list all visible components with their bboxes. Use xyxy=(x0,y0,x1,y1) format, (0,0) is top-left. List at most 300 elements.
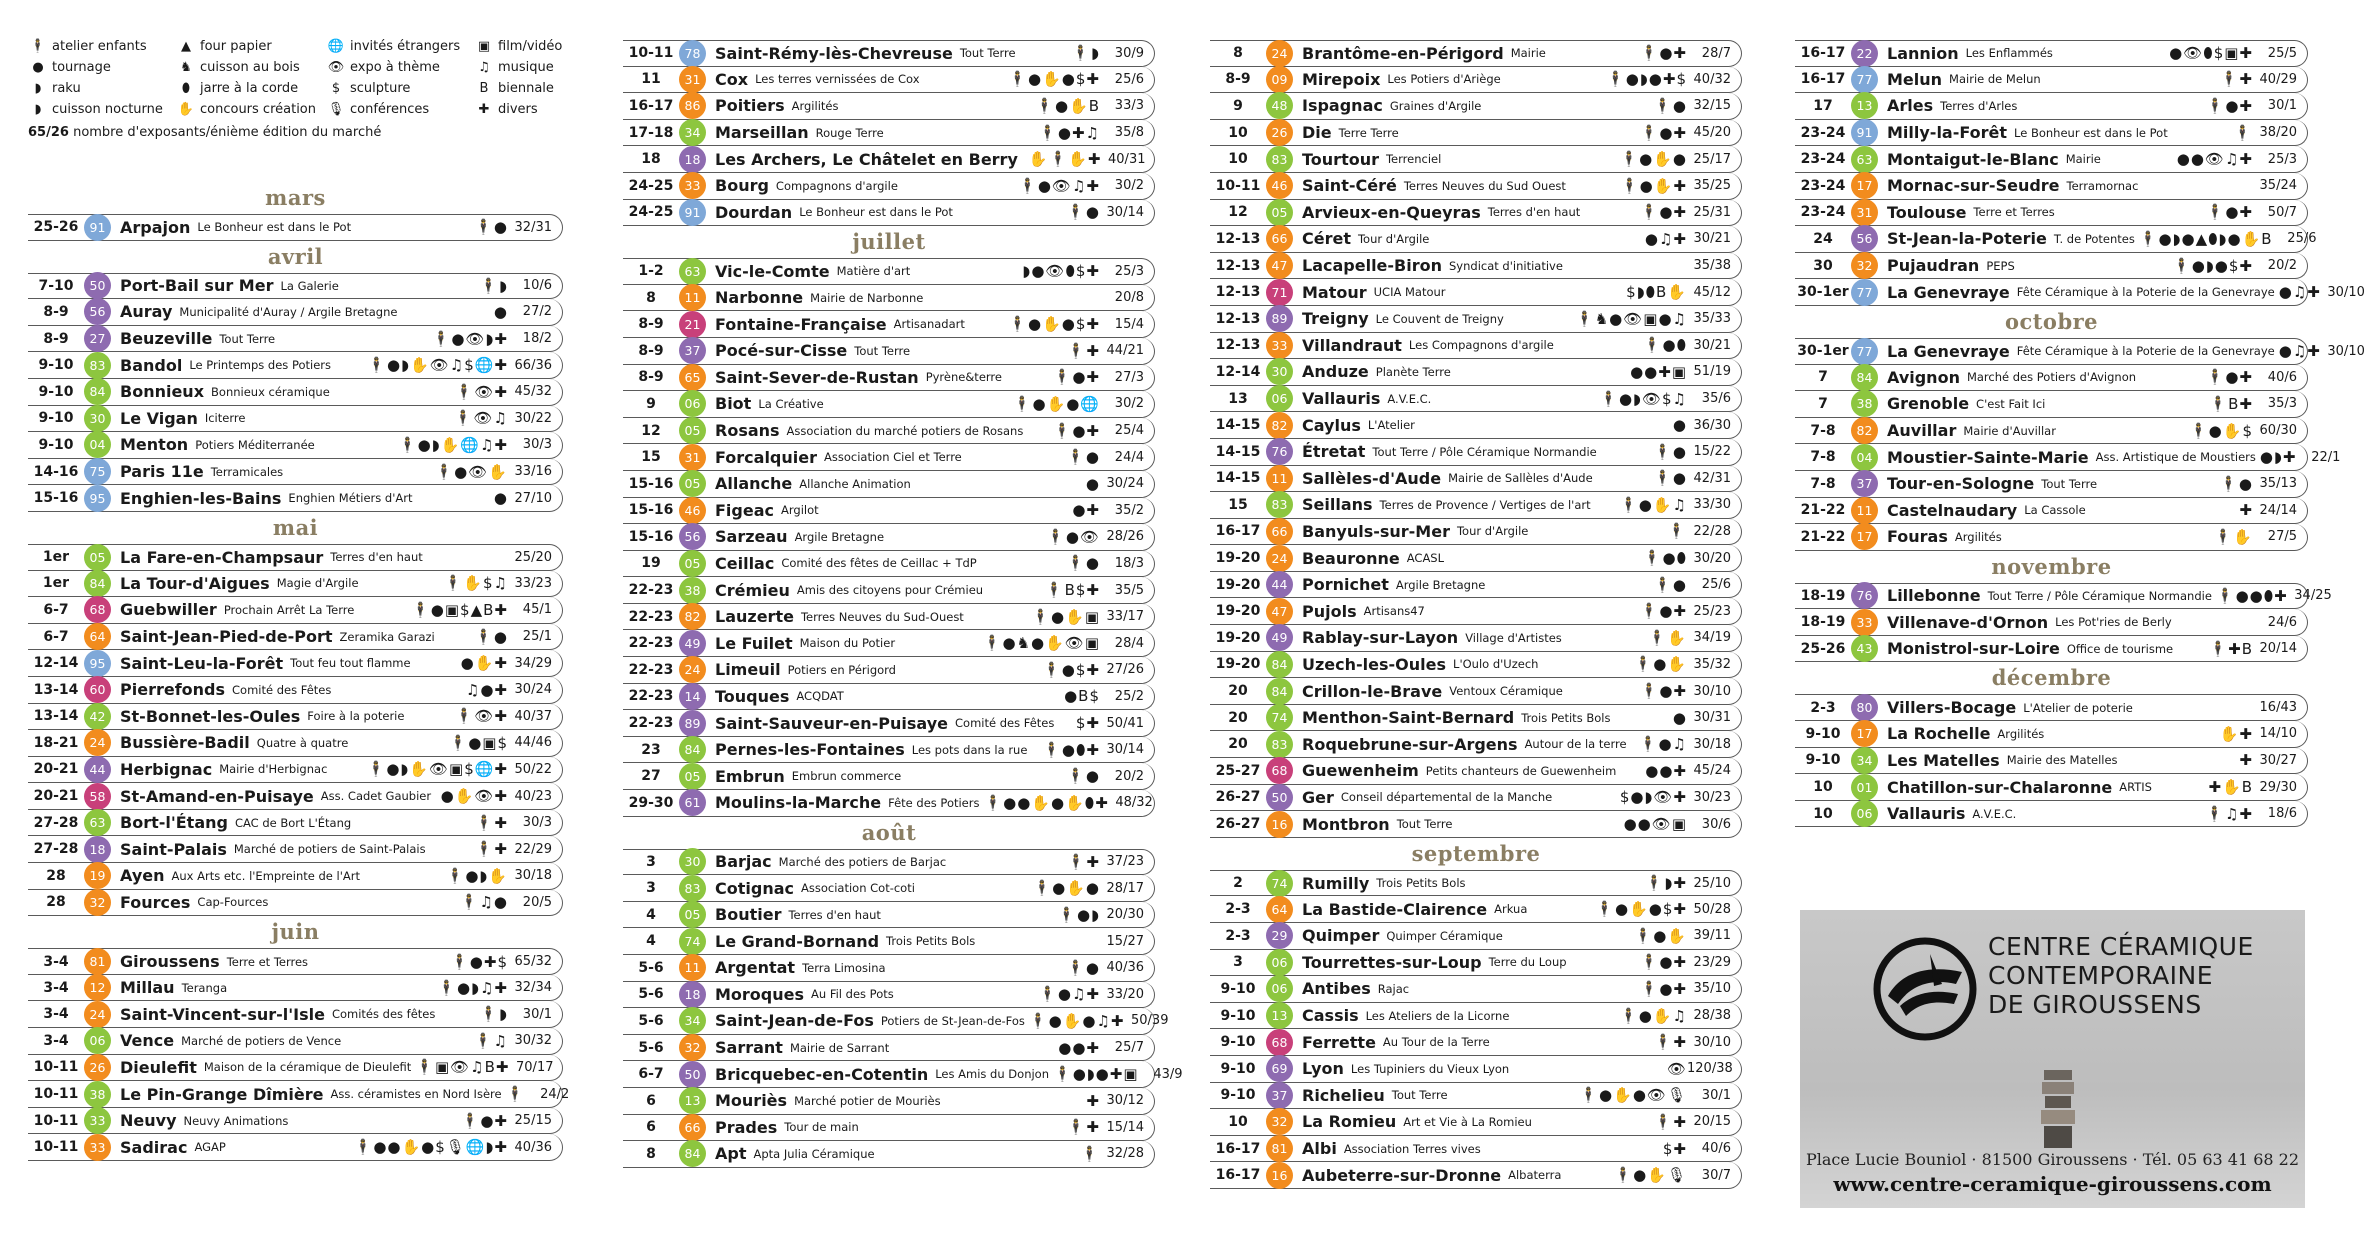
market-row[interactable] xyxy=(1210,652,1742,679)
department-badge: 33 xyxy=(1266,332,1293,359)
market-row[interactable] xyxy=(1210,226,1742,253)
exhibitors-edition: 50/7 xyxy=(2267,204,2297,220)
market-row[interactable] xyxy=(1795,120,2308,147)
market-date: 18 xyxy=(641,151,661,168)
market-row[interactable] xyxy=(28,1055,563,1082)
department-badge: 06 xyxy=(1851,800,1878,827)
activity-icons: 🕴◗ xyxy=(479,1005,508,1024)
department-badge: 32 xyxy=(1851,252,1878,279)
market-row[interactable] xyxy=(1795,583,2332,610)
market-city: Beauronne xyxy=(1302,548,1400,568)
legend-item xyxy=(176,36,326,57)
market-row[interactable] xyxy=(623,67,1155,94)
activity-icons: 🕴✚ xyxy=(2219,70,2253,89)
department-badge: 33 xyxy=(679,172,706,199)
market-row[interactable] xyxy=(28,299,563,326)
market-row[interactable] xyxy=(1210,1109,1742,1136)
market-organizer: Apta Julia Céramique xyxy=(753,1146,875,1161)
activity-icons: 🕴●✋ xyxy=(1633,655,1687,674)
market-organizer: Le Bonheur est dans le Pot xyxy=(197,220,352,235)
exhibitors-edition: 20/8 xyxy=(1114,290,1144,306)
market-city: Arles xyxy=(1887,96,1934,116)
exhibitors-edition: 14/10 xyxy=(2259,726,2297,742)
market-row[interactable] xyxy=(623,93,1155,120)
market-row[interactable] xyxy=(1210,976,1742,1003)
market-organizer: Comité des Fêtes xyxy=(232,682,332,697)
market-row[interactable] xyxy=(28,571,563,598)
market-row[interactable] xyxy=(1795,40,2308,67)
legend-label: atelier enfants xyxy=(52,39,147,54)
market-row[interactable] xyxy=(1210,1083,1742,1110)
market-row[interactable] xyxy=(28,975,563,1002)
market-date: 12-13 xyxy=(1215,310,1261,327)
market-organizer: Tout Terre / Pôle Céramique Normandie xyxy=(1372,444,1597,459)
market-city: Ispagnac xyxy=(1302,96,1383,116)
market-row[interactable] xyxy=(1210,731,1742,758)
market-row[interactable] xyxy=(623,1035,1155,1062)
market-row[interactable] xyxy=(28,890,563,917)
department-badge: 80 xyxy=(1851,694,1878,721)
market-row[interactable] xyxy=(623,982,1155,1009)
market-row[interactable] xyxy=(1210,896,1742,923)
market-row[interactable] xyxy=(1210,40,1742,67)
market-date: 3 xyxy=(646,880,656,897)
market-row[interactable] xyxy=(1795,444,2341,471)
market-date: 14-15 xyxy=(1215,443,1261,460)
market-row[interactable] xyxy=(28,783,563,810)
market-row[interactable] xyxy=(1795,498,2308,525)
market-row[interactable] xyxy=(1210,386,1742,413)
market-city: Pujaudran xyxy=(1887,256,1980,276)
market-row[interactable] xyxy=(28,704,563,731)
market-date: 9-10 xyxy=(38,357,74,374)
exhibitors-edition: 20/2 xyxy=(2267,258,2297,274)
exhibitors-edition: 40/23 xyxy=(514,788,552,804)
exhibitors-edition: 40/37 xyxy=(514,708,552,724)
market-row[interactable] xyxy=(1795,721,2308,748)
market-city: Melun xyxy=(1887,69,1943,89)
market-row[interactable] xyxy=(623,1115,1155,1142)
market-row[interactable] xyxy=(28,597,563,624)
market-row[interactable] xyxy=(28,624,563,651)
market-row[interactable] xyxy=(1210,200,1742,227)
market-row[interactable] xyxy=(1795,226,2317,253)
market-organizer: Marché des Potiers d'Avignon xyxy=(1966,370,2137,385)
activity-icons: 🕴●♞●✋👁▣ xyxy=(982,634,1100,653)
exhibitors-edition: 28/38 xyxy=(1693,1008,1731,1024)
market-date: 3-4 xyxy=(43,1032,69,1049)
exhibitors-edition: 65/32 xyxy=(514,954,552,970)
market-row[interactable] xyxy=(1795,524,2308,551)
market-row[interactable] xyxy=(1210,1029,1742,1056)
market-row[interactable] xyxy=(1795,93,2308,120)
market-city: Bourg xyxy=(715,176,769,196)
legend-item xyxy=(474,78,584,99)
market-date: 29-30 xyxy=(628,794,674,811)
market-row[interactable] xyxy=(1210,1162,1742,1189)
market-row[interactable] xyxy=(1210,785,1742,812)
market-row[interactable] xyxy=(28,730,563,757)
market-organizer: Mairie de Sarrant xyxy=(789,1040,890,1055)
market-row[interactable] xyxy=(623,200,1155,227)
activity-icons: 🕴● xyxy=(1066,203,1100,222)
market-row[interactable] xyxy=(623,146,1155,173)
market-organizer: Bonnieux céramique xyxy=(211,384,330,399)
market-row[interactable] xyxy=(1795,365,2308,392)
market-row[interactable] xyxy=(28,1028,563,1055)
legend-symbol-icon: 👁 xyxy=(327,60,345,75)
ad-website-link[interactable]: www.centre-ceramique-giroussens.com xyxy=(1833,1172,2272,1196)
market-organizer: La Cassole xyxy=(2024,503,2086,518)
market-row[interactable] xyxy=(623,630,1155,657)
market-city: Saint-Céré xyxy=(1302,176,1397,196)
exhibitors-edition: 25/10 xyxy=(1693,875,1731,891)
market-row[interactable] xyxy=(623,1008,1169,1035)
market-city: Le Vigan xyxy=(120,408,198,428)
department-badge: 56 xyxy=(84,298,111,325)
market-row[interactable] xyxy=(1795,279,2365,306)
market-row[interactable] xyxy=(1795,253,2308,280)
department-badge: 11 xyxy=(1266,465,1293,492)
market-row[interactable] xyxy=(623,444,1155,471)
market-organizer: Les terres vernissées de Cox xyxy=(755,72,920,87)
legend-item xyxy=(474,36,584,57)
market-row[interactable] xyxy=(1210,67,1742,94)
market-date: 27-28 xyxy=(33,814,79,831)
market-row[interactable] xyxy=(1795,67,2308,94)
market-row[interactable] xyxy=(623,120,1155,147)
market-city: Ger xyxy=(1302,787,1334,807)
market-row[interactable] xyxy=(1795,418,2308,445)
market-row[interactable] xyxy=(1210,545,1742,572)
department-badge: 48 xyxy=(1266,92,1293,119)
market-row[interactable] xyxy=(1795,391,2308,418)
market-row[interactable] xyxy=(623,551,1155,578)
activity-icons: 🕴✚ xyxy=(474,813,508,832)
department-badge: 63 xyxy=(84,809,111,836)
market-row[interactable] xyxy=(623,471,1155,498)
market-row[interactable] xyxy=(623,173,1155,200)
exhibitors-edition: 40/36 xyxy=(1106,960,1144,976)
exhibitors-edition: 30/9 xyxy=(1114,45,1144,61)
market-row[interactable] xyxy=(623,928,1155,955)
exhibitors-edition: 50/28 xyxy=(1693,901,1731,917)
market-date: 22-23 xyxy=(628,661,674,678)
market-row[interactable] xyxy=(28,544,563,571)
month-heading-mars: mars xyxy=(265,185,326,210)
market-row[interactable] xyxy=(623,365,1155,392)
legend-symbol-icon: ◗ xyxy=(34,81,42,96)
department-badge: 38 xyxy=(679,577,706,604)
market-date: 5-6 xyxy=(638,959,664,976)
market-row[interactable] xyxy=(623,684,1155,711)
market-organizer: Embrun commerce xyxy=(791,769,902,784)
exhibitors-edition: 40/36 xyxy=(514,1139,552,1155)
activity-icons: ●●👁▣ xyxy=(1623,815,1687,834)
activity-icons: ●◗✚ xyxy=(2259,448,2297,467)
market-row[interactable] xyxy=(1210,173,1742,200)
market-row[interactable] xyxy=(1210,598,1742,625)
exhibitors-edition: 33/23 xyxy=(514,575,552,591)
market-row[interactable] xyxy=(623,875,1155,902)
market-city: Auvillar xyxy=(1887,421,1957,441)
legend-symbol-icon: ▲ xyxy=(181,39,191,54)
market-date: 15-16 xyxy=(628,528,674,545)
market-row[interactable] xyxy=(1210,120,1742,147)
market-row[interactable] xyxy=(1795,774,2308,801)
exhibitors-edition: 35/8 xyxy=(1114,125,1144,141)
exhibitors-edition: 25/15 xyxy=(514,1113,552,1129)
market-row[interactable] xyxy=(1210,279,1742,306)
activity-icons: 🕴●👁♫✚ xyxy=(1018,176,1100,195)
market-row[interactable] xyxy=(28,650,563,677)
market-row[interactable] xyxy=(623,498,1155,525)
market-row[interactable] xyxy=(623,710,1155,737)
market-city: Pernes-les-Fontaines xyxy=(715,740,905,760)
market-organizer: T. de Potentes xyxy=(2053,231,2135,246)
market-row[interactable] xyxy=(28,836,563,863)
department-badge: 18 xyxy=(679,981,706,1008)
market-row[interactable] xyxy=(623,902,1155,929)
market-row[interactable] xyxy=(623,338,1155,365)
market-row[interactable] xyxy=(1210,870,1742,897)
market-row[interactable] xyxy=(1795,748,2308,775)
exhibitors-edition: 24/2 xyxy=(540,1086,570,1102)
market-row[interactable] xyxy=(1210,412,1742,439)
market-row[interactable] xyxy=(1795,200,2308,227)
market-organizer: Tour de main xyxy=(784,1120,859,1135)
market-row[interactable] xyxy=(623,418,1155,445)
market-row[interactable] xyxy=(1210,625,1742,652)
market-row[interactable] xyxy=(28,379,563,406)
exhibitors-edition: 33/20 xyxy=(1106,986,1144,1002)
market-row[interactable] xyxy=(28,677,563,704)
activity-icons: ✚ xyxy=(1086,1091,1100,1110)
market-organizer: Le Bonheur est dans le Pot xyxy=(2014,125,2168,140)
market-row[interactable] xyxy=(1210,758,1742,785)
exhibitors-edition: 30/1 xyxy=(2267,98,2297,114)
market-row[interactable] xyxy=(1210,678,1742,705)
market-row[interactable] xyxy=(28,1001,563,1028)
market-city: Pujols xyxy=(1302,601,1357,621)
department-badge: 76 xyxy=(1266,438,1293,465)
market-row[interactable] xyxy=(1210,466,1742,493)
exhibitors-edition: 20/30 xyxy=(1106,907,1144,923)
market-date: 9-10 xyxy=(38,383,74,400)
market-row[interactable] xyxy=(1210,923,1742,950)
market-city: Montbron xyxy=(1302,814,1390,834)
market-row[interactable] xyxy=(623,1141,1155,1168)
market-row[interactable] xyxy=(1210,705,1742,732)
market-date: 27 xyxy=(641,768,661,785)
department-badge: 26 xyxy=(84,1054,111,1081)
market-date: 6 xyxy=(646,1092,656,1109)
market-city: Arpajon xyxy=(120,217,191,237)
market-row[interactable] xyxy=(1210,492,1742,519)
market-row[interactable] xyxy=(623,849,1155,876)
market-row[interactable] xyxy=(1210,306,1742,333)
market-row[interactable] xyxy=(28,1108,563,1135)
market-organizer: L'Oulo d'Uzech xyxy=(1453,657,1539,672)
exhibitors-edition: 30/2 xyxy=(1114,396,1144,412)
market-row[interactable] xyxy=(28,432,563,459)
market-row[interactable] xyxy=(28,326,563,353)
market-row[interactable] xyxy=(1210,359,1742,386)
exhibitors-edition: 28/7 xyxy=(1701,45,1731,61)
market-row[interactable] xyxy=(1210,950,1742,977)
exhibitors-edition: 27/2 xyxy=(522,304,552,320)
exhibitors-edition: 30/10 xyxy=(1693,683,1731,699)
department-badge: 83 xyxy=(1266,491,1293,518)
market-row[interactable] xyxy=(1210,333,1742,360)
month-heading-octobre: octobre xyxy=(2004,308,2099,334)
exhibitors-edition: 30/18 xyxy=(1693,736,1731,752)
exhibitors-edition: 30/14 xyxy=(1106,204,1144,220)
legend-label: jarre à la corde xyxy=(200,81,299,96)
market-row[interactable] xyxy=(28,810,563,837)
exhibitors-edition: 30/7 xyxy=(1701,1167,1731,1183)
department-badge: 30 xyxy=(679,848,706,875)
exhibitors-edition: 30/3 xyxy=(522,815,552,831)
market-organizer: Trois Petits Bols xyxy=(1376,876,1466,891)
market-row[interactable] xyxy=(28,273,563,300)
market-organizer: Argilot xyxy=(781,503,819,518)
market-row[interactable] xyxy=(28,1134,563,1161)
market-row[interactable] xyxy=(28,757,563,784)
department-badge: 81 xyxy=(1266,1135,1293,1162)
market-date: 27-28 xyxy=(33,841,79,858)
market-row[interactable] xyxy=(1795,694,2308,721)
activity-icons: 🕴✚ xyxy=(1066,852,1100,871)
market-row[interactable] xyxy=(623,524,1155,551)
exhibitors-edition: 25/3 xyxy=(2267,151,2297,167)
market-date: 23-24 xyxy=(1800,177,1846,194)
activity-icons: 🕴●✋♫ xyxy=(1619,1006,1687,1025)
market-date: 19-20 xyxy=(1215,656,1261,673)
market-row[interactable] xyxy=(1795,801,2308,828)
market-row[interactable] xyxy=(28,352,563,379)
legend-item xyxy=(326,99,474,120)
activity-icons: 🕴●✚ xyxy=(1639,123,1687,142)
market-row[interactable] xyxy=(28,406,563,433)
market-organizer: Comités des fêtes xyxy=(331,1007,436,1022)
activity-icons: 🕴●✚ xyxy=(1639,602,1687,621)
market-row[interactable] xyxy=(1210,572,1742,599)
market-row[interactable] xyxy=(623,311,1155,338)
market-row[interactable] xyxy=(623,604,1155,631)
market-date: 22-23 xyxy=(628,688,674,705)
market-row[interactable] xyxy=(1210,1056,1742,1083)
activity-icons: 🕴●✚ xyxy=(1639,203,1687,222)
market-row[interactable] xyxy=(623,737,1155,764)
market-row[interactable] xyxy=(1210,1003,1742,1030)
market-row[interactable] xyxy=(1795,173,2308,200)
market-organizer: Maison de la céramique de Dieulefit xyxy=(203,1060,412,1075)
activity-icons: 🕴✚ xyxy=(474,840,508,859)
market-row[interactable] xyxy=(28,459,563,486)
market-date: 22-23 xyxy=(628,635,674,652)
market-row[interactable] xyxy=(1210,811,1742,838)
department-badge: 05 xyxy=(679,550,706,577)
market-city: Avignon xyxy=(1887,367,1960,387)
market-city: Bort-l'Étang xyxy=(120,813,228,833)
market-row[interactable] xyxy=(1210,1136,1742,1163)
market-organizer: Ventoux Céramique xyxy=(1449,684,1563,699)
market-row[interactable] xyxy=(1210,439,1742,466)
market-city: Brantôme-en-Périgord xyxy=(1302,43,1504,63)
market-row[interactable] xyxy=(623,577,1155,604)
market-row[interactable] xyxy=(28,214,563,241)
exhibitors-edition: 40/29 xyxy=(2259,71,2297,87)
market-date: 12 xyxy=(1228,204,1248,221)
market-row[interactable] xyxy=(1795,146,2308,173)
market-organizer: Allanche Animation xyxy=(799,476,911,491)
market-row[interactable] xyxy=(28,948,563,975)
market-row[interactable] xyxy=(1795,471,2308,498)
exhibitors-edition: 30/1 xyxy=(1701,1087,1731,1103)
market-date: 16-17 xyxy=(628,97,674,114)
activity-icons: 🕴✋$♫ xyxy=(443,574,508,593)
exhibitors-edition: 27/10 xyxy=(514,490,552,506)
market-organizer: Tout Terre xyxy=(219,331,276,346)
market-city: Lyon xyxy=(1302,1059,1344,1079)
market-row[interactable] xyxy=(28,863,563,890)
market-row[interactable] xyxy=(623,657,1155,684)
market-organizer: Argilités xyxy=(1997,726,2045,741)
market-row[interactable] xyxy=(1795,636,2308,663)
market-organizer: Au Tour de la Terre xyxy=(1382,1035,1490,1050)
exhibitors-edition: 10/6 xyxy=(522,278,552,294)
market-row[interactable] xyxy=(623,391,1155,418)
market-city: Fouras xyxy=(1887,527,1948,547)
market-row[interactable] xyxy=(623,258,1155,285)
exhibitors-edition: 37/23 xyxy=(1106,854,1144,870)
activity-icons: 🕴●✚ xyxy=(1639,44,1687,63)
market-date: 2 xyxy=(1233,875,1243,892)
market-row[interactable] xyxy=(1210,519,1742,546)
market-row[interactable] xyxy=(1210,93,1742,120)
market-row[interactable] xyxy=(1795,609,2308,636)
market-row[interactable] xyxy=(1210,146,1742,173)
market-row[interactable] xyxy=(28,485,563,512)
department-badge: 84 xyxy=(1266,678,1293,705)
market-row[interactable] xyxy=(623,955,1155,982)
market-date: 10-11 xyxy=(1215,177,1261,194)
market-row[interactable] xyxy=(623,790,1155,817)
department-badge: 44 xyxy=(1266,571,1293,598)
legend-item xyxy=(326,36,474,57)
legend-label: invités étrangers xyxy=(350,39,461,54)
market-date: 9-10 xyxy=(1220,980,1256,997)
department-badge: 11 xyxy=(679,284,706,311)
exhibitors-edition: 24/4 xyxy=(1114,449,1144,465)
market-row[interactable] xyxy=(1210,253,1742,280)
market-row[interactable] xyxy=(623,1061,1183,1088)
exhibitors-edition: 35/6 xyxy=(1701,391,1731,407)
market-city: St-Bonnet-les-Oules xyxy=(120,706,301,726)
market-date: 3-4 xyxy=(43,1006,69,1023)
activity-icons: 🕴●⬮✚ xyxy=(1042,740,1100,759)
market-row[interactable] xyxy=(623,285,1155,312)
market-row[interactable] xyxy=(28,1081,570,1108)
market-row[interactable] xyxy=(623,1088,1155,1115)
activity-icons: 🕴●✋●$✚ xyxy=(1595,900,1687,919)
market-date: 19-20 xyxy=(1215,603,1261,620)
market-row[interactable] xyxy=(623,763,1155,790)
market-row[interactable] xyxy=(1795,338,2365,365)
market-row[interactable] xyxy=(623,40,1155,67)
market-date: 28 xyxy=(46,867,66,884)
